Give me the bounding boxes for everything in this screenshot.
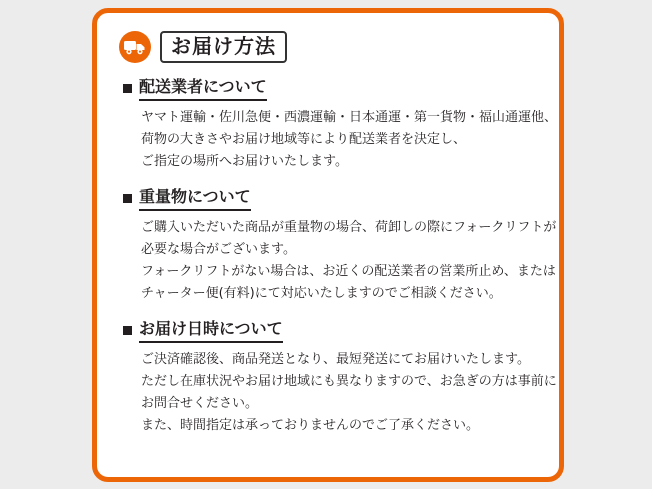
body-line: ただし在庫状況やお届け地域にも異なりますので、お急ぎの方は事前に (141, 374, 557, 389)
body-line: 必要な場合がございます。 (141, 242, 296, 257)
section-heading (123, 319, 539, 343)
card-content (97, 13, 559, 445)
section-title: お届け日時について (139, 319, 283, 343)
body-line: ご決済確認後、商品発送となり、最短発送にてお届けいたします。 (141, 352, 530, 368)
section-title: 重量物について (139, 187, 251, 211)
page-title: お届け方法 (171, 34, 276, 58)
body-line: フォークリフトがない場合は、お近くの配送業者の営業所止め、または (141, 263, 556, 279)
section-body (141, 108, 558, 171)
card-header (119, 31, 539, 63)
card-title-box (160, 31, 287, 63)
square-bullet-icon (123, 326, 132, 335)
body-line: ご指定の場所へお届けいたします。 (141, 153, 348, 169)
body-line: お問合せください。 (141, 395, 259, 411)
body-line: また、時間指定は承っておりませんのでご了承ください。 (141, 417, 480, 433)
body-line: ヤマト運輸・佐川急便・西濃運輸・日本通運・第一貨物・福山通運他、 (141, 110, 558, 125)
delivery-truck-icon (119, 31, 151, 63)
square-bullet-icon (123, 84, 132, 93)
section-shipping-carriers (117, 77, 558, 171)
section-body (141, 350, 557, 435)
section-heavy-items (117, 187, 557, 303)
section-heading (123, 187, 539, 211)
body-line: チャーター便(有料)にて対応いたしますのでご相談ください。 (141, 285, 502, 301)
section-title: 配送業者について (139, 77, 267, 101)
section-heading (123, 77, 539, 101)
square-bullet-icon (123, 194, 132, 203)
body-line: 荷物の大きさやお届け地域等により配送業者を決定し、 (141, 131, 467, 147)
body-line: ご購入いただいた商品が重量物の場合、荷卸しの際にフォークリフトが (141, 220, 557, 236)
section-body (141, 218, 557, 303)
delivery-info-card (92, 8, 564, 482)
section-delivery-datetime (117, 319, 557, 435)
